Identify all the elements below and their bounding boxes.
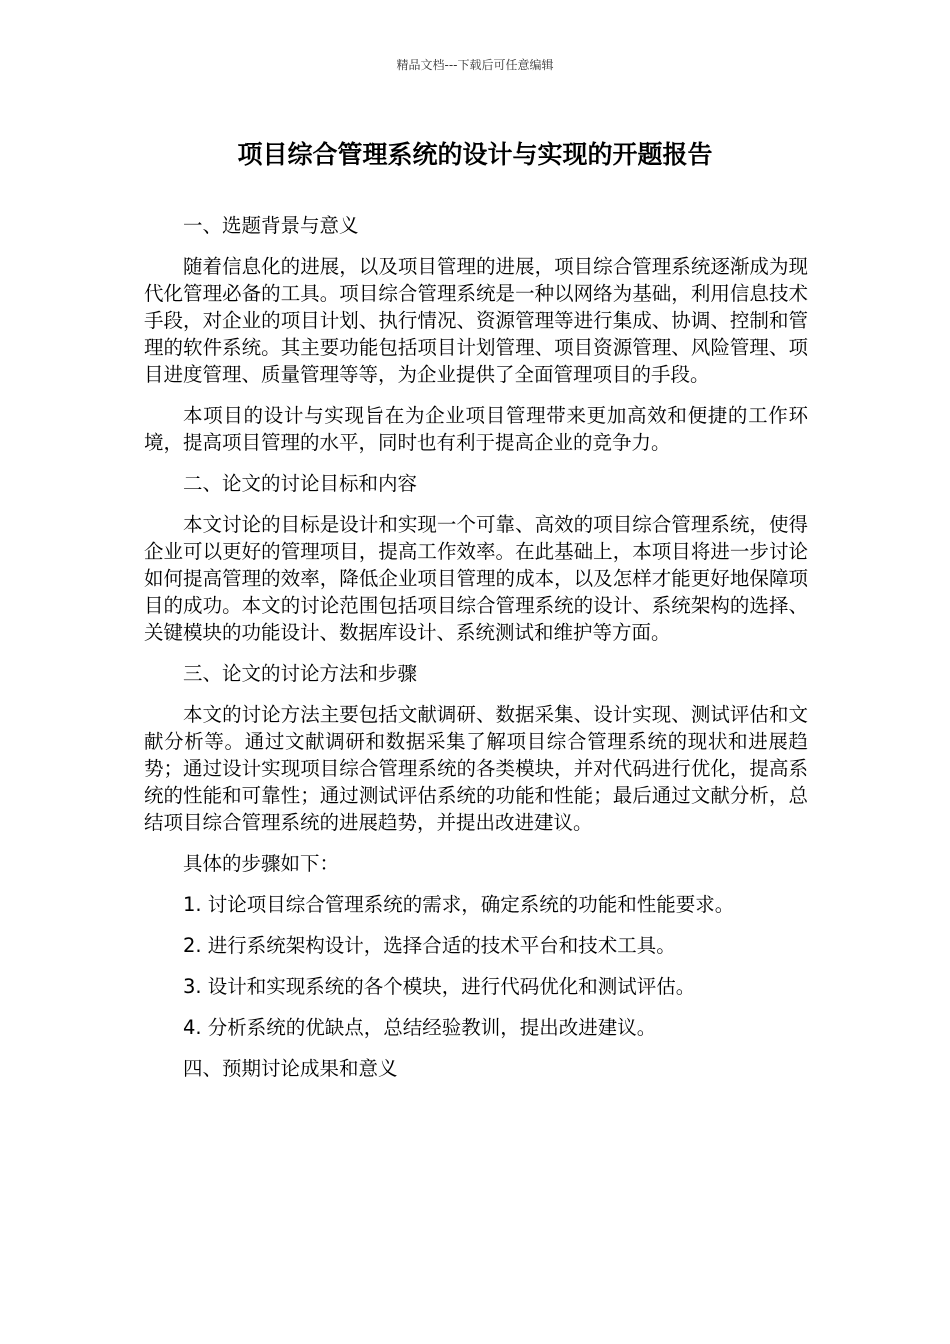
body-paragraph: 本项目的设计与实现旨在为企业项目管理带来更加高效和便捷的工作环境，提高项目管理的水平，同时也有利于提高企业的竞争力。 (144, 404, 808, 454)
step-item-1: 1. 讨论项目综合管理系统的需求，确定系统的功能和性能要求。 (183, 893, 735, 916)
section-heading-2: 二、论文的讨论目标和内容 (183, 472, 418, 495)
body-paragraph: 本文讨论的目标是设计和实现一个可靠、高效的项目综合管理系统，使得企业可以更好的管理项目，提高工作效率。在此基础上，本项目将进一步讨论如何提高管理的效率，降低企业项目管理的成本，以及怎样才能更好地保障项目的成功。本文的讨论范围包括项目综合管理系统的设计、系统架构的选择、关键模块的功能设计、数据库设计、系统测试和维护等方面。 (144, 513, 808, 644)
document-body (144, 212, 808, 1096)
section-heading-4: 四、预期讨论成果和意义 (183, 1057, 398, 1080)
section-heading-1: 一、选题背景与意义 (183, 214, 359, 237)
step-item-3: 3. 设计和实现系统的各个模块，进行代码优化和测试评估。 (183, 975, 696, 998)
page-header-note: 精品文档---下载后可任意编辑 (396, 58, 554, 72)
steps-intro: 具体的步骤如下： (183, 852, 340, 875)
section-heading-3: 三、论文的讨论方法和步骤 (183, 662, 418, 685)
step-item-2: 2. 进行系统架构设计，选择合适的技术平台和技术工具。 (183, 934, 676, 957)
step-item-4: 4. 分析系统的优缺点，总结经验教训，提出改进建议。 (183, 1016, 657, 1039)
body-paragraph: 随着信息化的进展，以及项目管理的进展，项目综合管理系统逐渐成为现代化管理必备的工具。项目综合管理系统是一种以网络为基础，利用信息技术手段，对企业的项目计划、执行情况、资源管理等进行集成、协调、控制和管理的软件系统。其主要功能包括项目计划管理、项目资源管理、风险管理、项目进度管理、质量管理等等，为企业提供了全面管理项目的手段。 (144, 255, 808, 386)
document-title: 项目综合管理系统的设计与实现的开题报告 (237, 140, 713, 169)
body-paragraph: 本文的讨论方法主要包括文献调研、数据采集、设计实现、测试评估和文献分析等。通过文献调研和数据采集了解项目综合管理系统的现状和进展趋势；通过设计实现项目综合管理系统的各类模块，并对代码进行优化，提高系统的性能和可靠性；通过测试评估系统的功能和性能；最后通过文献分析，总结项目综合管理系统的进展趋势，并提出改进建议。 (144, 703, 808, 834)
